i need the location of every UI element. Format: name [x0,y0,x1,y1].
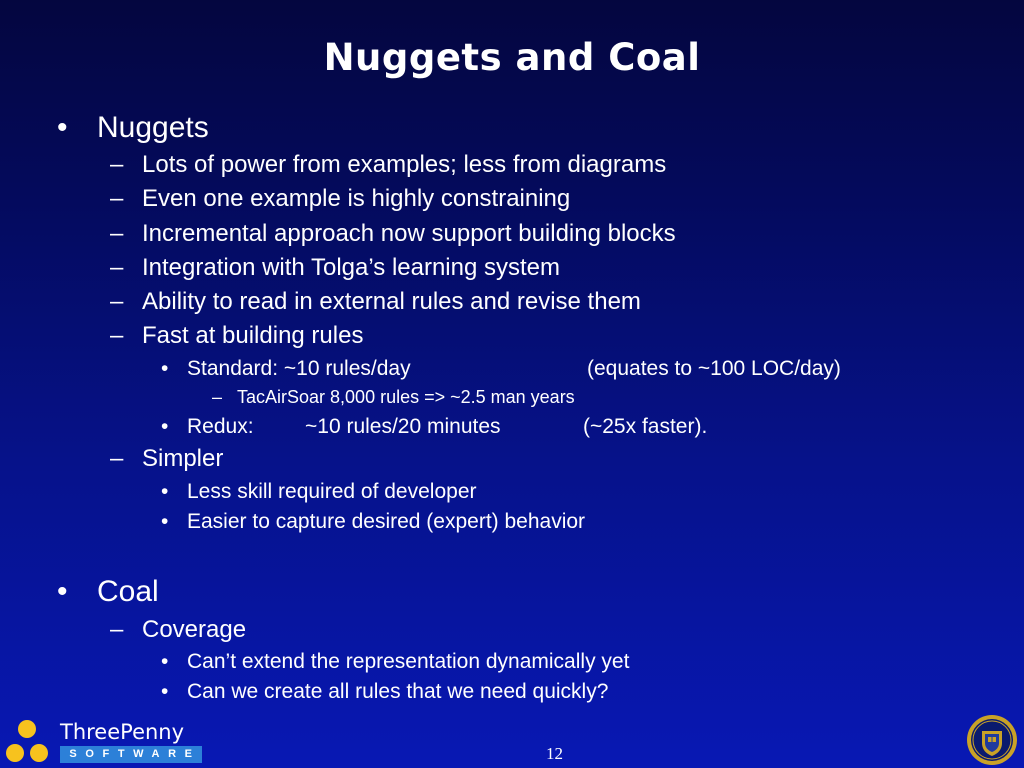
bullet-mark: • [161,357,169,380]
coal-heading: Coal [97,575,159,608]
redux-note: (~25x faster). [583,415,708,438]
standard-rate [161,357,841,380]
bullet-mark: • [161,650,169,673]
nugget-item [110,220,676,247]
bullet-mark: • [161,510,169,533]
nugget-item [110,254,561,281]
nuggets-heading: Nuggets [97,111,209,144]
bullet-mark: • [161,680,169,703]
dash-mark: – [110,151,124,178]
slide-title: Nuggets and Coal [323,36,701,79]
coverage-sub-text: Can’t extend the representation dynamically yet [187,650,630,673]
nugget-item [110,151,667,178]
bullet-mark: • [57,575,68,608]
nugget-item [110,288,641,315]
nugget-item [110,185,571,212]
dash-mark: – [110,220,124,247]
university-seal-icon [966,714,1018,766]
bullet-coal [57,575,159,608]
logo-name: ThreePenny [60,720,185,744]
redux-label: Redux: [187,415,254,438]
coverage-sub-item [161,650,630,673]
coverage-sub-text: Can we create all rules that we need quickly? [187,680,609,703]
tacairsoar-text: TacAirSoar 8,000 rules => ~2.5 man years [237,387,575,407]
dash-mark: – [212,387,223,407]
simpler-sub-text: Easier to capture desired (expert) behavior [187,510,586,533]
bullet-mark: • [161,480,169,503]
standard-label: Standard: ~10 rules/day [187,357,411,380]
nugget-item-text: Incremental approach now support building blocks [142,220,676,247]
dash-mark: – [110,322,124,349]
nugget-item-text: Fast at building rules [142,322,364,349]
coverage-heading: Coverage [142,616,247,643]
simpler-sub-item [161,480,477,503]
simpler-sub-item [161,510,586,533]
dash-mark: – [110,288,124,315]
threepenny-logo [4,718,204,766]
tacairsoar-line [212,387,575,407]
nugget-item-text: Even one example is highly constraining [142,185,571,212]
nugget-item-text: Integration with Tolga’s learning system [142,254,561,281]
redux-rate [161,415,708,438]
coverage-item [110,616,247,643]
nugget-item-text: Lots of power from examples; less from diagrams [142,151,667,178]
dash-mark: – [110,445,124,472]
bullet-mark: • [57,111,68,144]
nugget-item-text: Ability to read in external rules and revise them [142,288,641,315]
dash-mark: – [110,254,124,281]
coverage-sub-item [161,680,609,703]
simpler-item [110,445,224,472]
nugget-item [110,322,364,349]
standard-note: (equates to ~100 LOC/day) [587,357,841,380]
logo-tagline: SOFTWARE [60,746,202,763]
page-number: 12 [546,744,563,763]
simpler-heading: Simpler [142,445,224,472]
redux-value: ~10 rules/20 minutes [305,415,501,438]
dash-mark: – [110,616,124,643]
bullet-mark: • [161,415,169,438]
dash-mark: – [110,185,124,212]
simpler-sub-text: Less skill required of developer [187,480,477,503]
bullet-nuggets [57,111,209,144]
